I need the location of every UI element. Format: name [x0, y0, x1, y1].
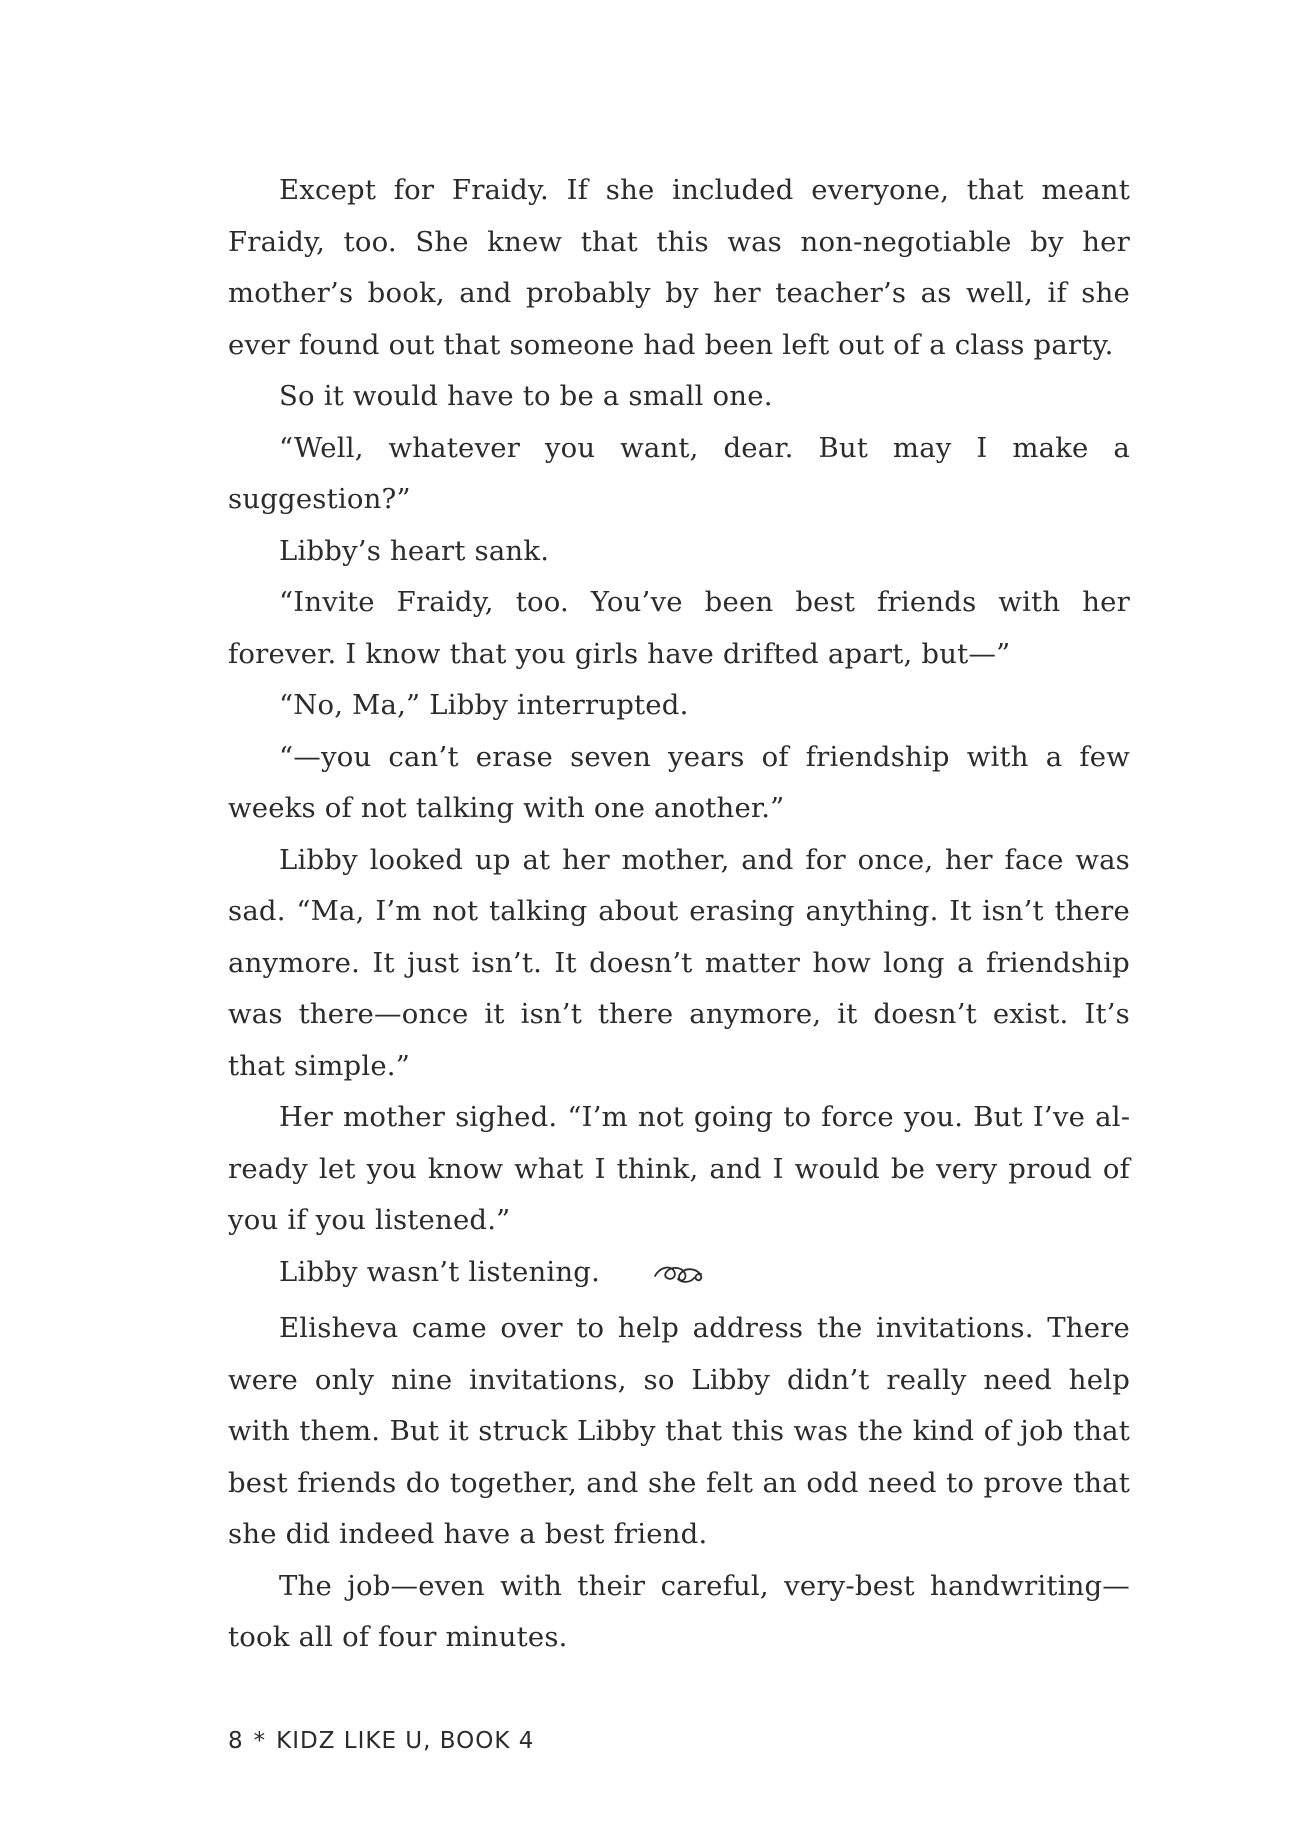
paragraph: Her mother sighed. “I’m not going to force you. But I’ve already let you know what I think, and I would be very proud of you if you listened.” [228, 1101, 1130, 1236]
page-footer [228, 1728, 534, 1754]
section-2-text [228, 1303, 1130, 1664]
paragraph: The job—even with their careful, very-best handwriting—took all of four minutes. [228, 1569, 1130, 1653]
section-1-text [228, 165, 1130, 1298]
paragraph: Elisheva came over to help address the invitations. There were only nine invitations, so Libby didn’t really need help with them. But it struck Libby that this was the kind of job that best friends do together, and she felt an odd need to prove that she did indeed have a best friend. [228, 1312, 1130, 1550]
paragraph: “Invite Fraidy, too. You’ve been best friends with her forever. I know that you girls have drifted apart, but—” [228, 586, 1130, 670]
paragraph: Libby looked up at her mother, and for once, her face was sad. “Ma, I’m not talking about erasing anything. It isn’t there anymore. It just isn’t. It doesn’t matter how long a friendship was there—once it isn’t there anymore, it doesn’t exist. It’s that simple.” [228, 843, 1130, 1082]
running-title: KIDZ LIKE U, BOOK 4 [276, 1728, 535, 1754]
paragraph: Libby’s heart sank. [279, 534, 550, 567]
paragraph: “Well, whatever you want, dear. But may I make a suggestion?” [228, 431, 1130, 515]
paragraph: “—you can’t erase seven years of friendship with a few weeks of not talking with one another.” [228, 740, 1130, 824]
paragraph: Except for Fraidy. If she included everyone, that meant Fraidy, too. She knew that this was non-negotiable by her mother’s book, and probably by her teacher’s as well, if she ever found out that someone had been left out of a class party. [228, 174, 1130, 361]
flourish-ornament-icon [652, 1257, 704, 1287]
paragraph: So it would have to be a small one. [279, 380, 773, 412]
paragraph: Libby wasn’t listening. [279, 1255, 601, 1288]
paragraph: “No, Ma,” Libby interrupted. [279, 689, 689, 721]
page-number: 8 [228, 1728, 244, 1754]
footer-separator: * [253, 1728, 267, 1754]
